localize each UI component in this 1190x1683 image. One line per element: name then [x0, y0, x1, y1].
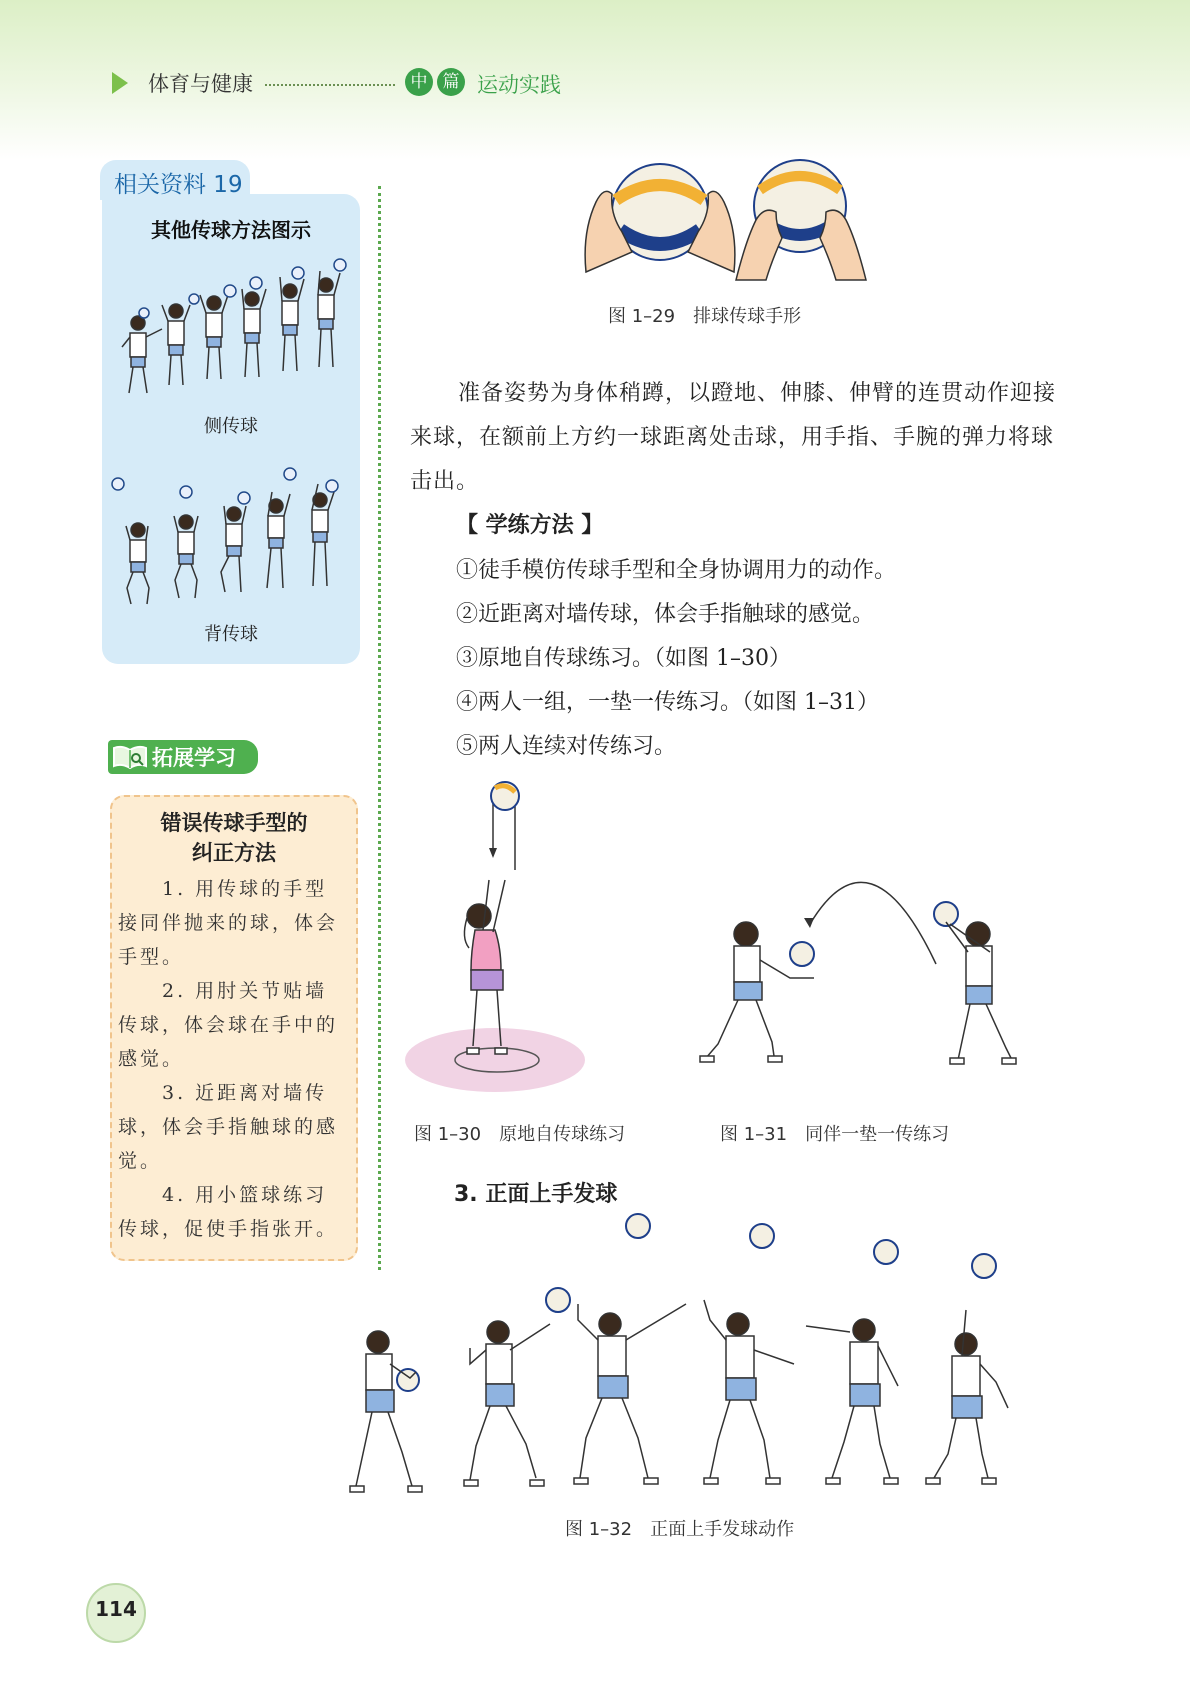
- technique-paragraph: 准备姿势为身体稍蹲，以蹬地、伸膝、伸臂的连贯动作迎接来球，在额前上方约一球距离处击球，用手指、手腕的弹力将球击出。: [410, 381, 1057, 494]
- header-arrow-icon: [112, 72, 128, 94]
- column-divider: [378, 186, 381, 1270]
- tip-item: 3. 近距离对墙传球，体会手指触球的感觉。: [118, 1082, 339, 1172]
- fig-1-31-caption: 图 1–31 同伴一垫一传练习: [720, 1124, 950, 1145]
- reference-label: 相关资料 19: [114, 172, 243, 198]
- part-badge-1: 中: [405, 68, 433, 96]
- hand-shape-illustration: [550, 160, 880, 290]
- method-item: ③原地自传球练习。（如图 1–30）: [456, 646, 791, 671]
- section-title: 运动实践: [477, 73, 561, 97]
- page-number: 114: [95, 1597, 137, 1621]
- side-pass-caption: 侧传球: [204, 416, 258, 437]
- method-item: ②近距离对墙传球，体会手指触球的感觉。: [456, 602, 875, 627]
- back-pass-illustration: [108, 462, 358, 612]
- method-item: ①徒手模仿传球手型和全身协调用力的动作。: [456, 558, 897, 583]
- fig-1-29-caption: 图 1–29 排球传球手形: [608, 306, 802, 327]
- reference-title: 其他传球方法图示: [151, 218, 311, 242]
- open-book-icon: [112, 744, 148, 770]
- self-pass-illustration: [405, 780, 605, 1110]
- back-pass-caption: 背传球: [204, 624, 258, 645]
- method-item: ⑤两人连续对传练习。: [456, 734, 677, 759]
- part-badge-2: 篇: [437, 68, 465, 96]
- dig-pass-illustration: [680, 850, 1030, 1090]
- extension-label: 拓展学习: [152, 746, 236, 770]
- methods-heading: 【 学练方法 】: [456, 513, 604, 538]
- side-pass-illustration: [108, 255, 358, 400]
- book-title: 体育与健康: [148, 72, 253, 96]
- serve-heading: 3. 正面上手发球: [454, 1182, 618, 1207]
- tip-item: 4. 用小篮球练习传球，促使手指张开。: [118, 1184, 339, 1240]
- tip-item: 2. 用肘关节贴墙传球，体会球在手中的感觉。: [118, 980, 339, 1070]
- tip-title-line1: 错误传球手型的: [160, 811, 308, 835]
- method-item: ④两人一组，一垫一传练习。（如图 1–31）: [456, 690, 879, 715]
- overhand-serve-illustration: [320, 1210, 1040, 1510]
- tip-title-line2: 纠正方法: [192, 841, 276, 865]
- fig-1-32-caption: 图 1–32 正面上手发球动作: [565, 1519, 795, 1540]
- header-dotted-leader: [265, 70, 395, 86]
- tip-item: 1. 用传球的手型接同伴抛来的球，体会手型。: [118, 878, 339, 968]
- fig-1-30-caption: 图 1–30 原地自传球练习: [414, 1124, 626, 1145]
